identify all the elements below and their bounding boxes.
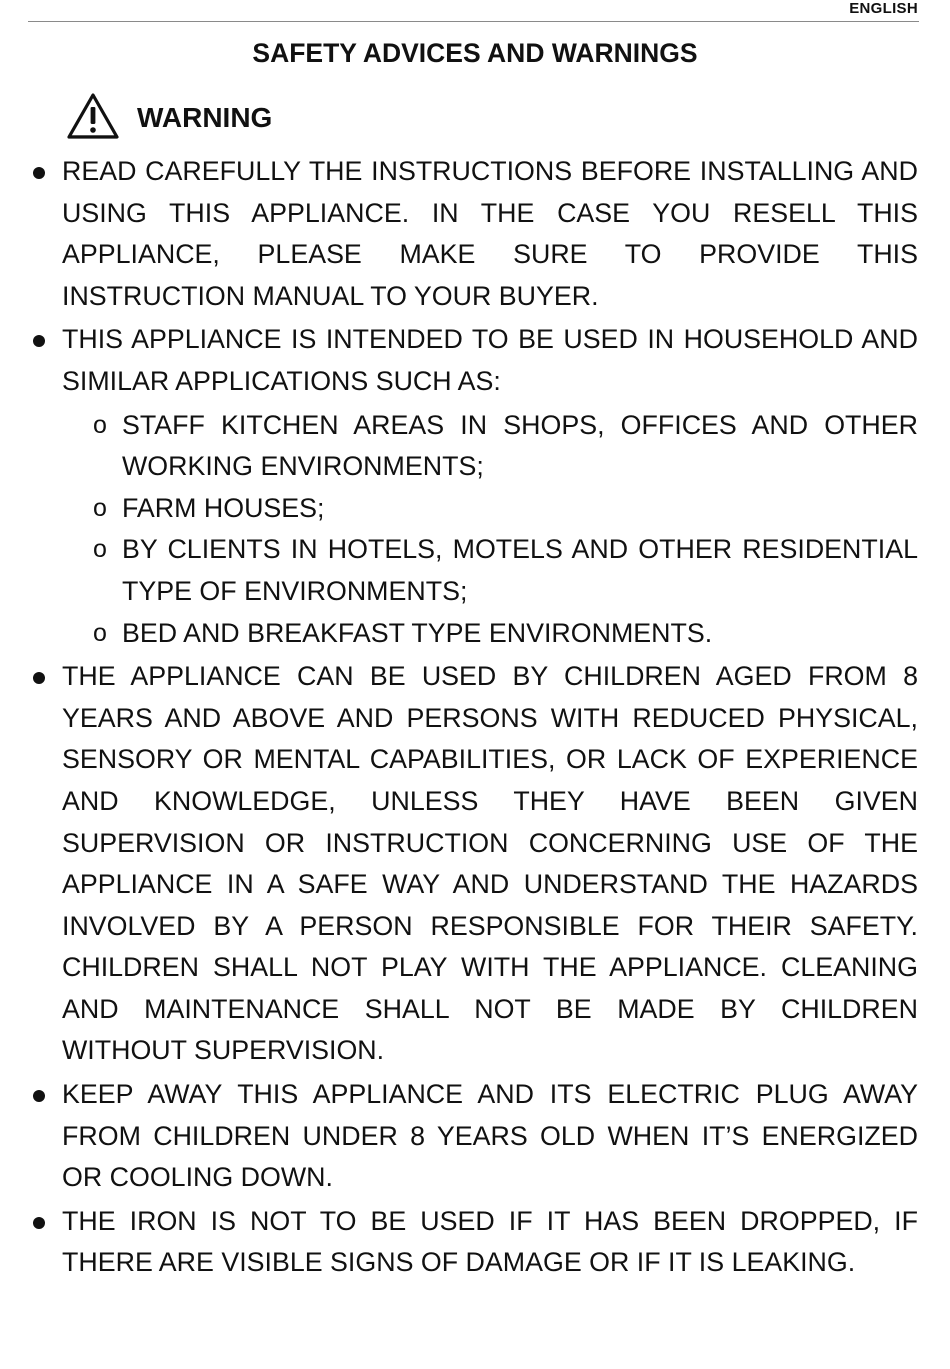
warning-item-read-instructions: READ CAREFULLY THE INSTRUCTIONS BEFORE INSTALLING AND USING THIS APPLIANCE. IN THE CASE YOU RESELL THIS APPLIANCE, PLEASE MAKE SURE TO PROVIDE THIS INSTRUCTION MANUAL TO YOUR BUYER. [0,151,950,317]
warning-item-children: THE APPLIANCE CAN BE USED BY CHILDREN AGED FROM 8 YEARS AND ABOVE AND PERSONS WITH REDUCED PHYSICAL, SENSORY OR MENTAL CAPABILITIES, OR LACK OF EXPERIENCE AND KNOWLEDGE, UNLESS THEY HAVE BEEN GIVEN SUPERVISION OR INSTRUCTION CONCERNING USE OF THE APPLIANCE IN A SAFE WAY AND UNDERSTAND THE HAZARDS INVOLVED BY A PERSON RESPONSIBLE FOR THEIR SAFETY. CHILDREN SHALL NOT PLAY WITH THE APPLIANCE. CLEANING AND MAINTENANCE SHALL NOT BE MADE BY CHILDREN WITHOUT SUPERVISION. [0,656,950,1072]
sub-item-bed-breakfast: o BED AND BREAKFAST TYPE ENVIRONMENTS. [122,613,950,655]
warning-item-dropped: THE IRON IS NOT TO BE USED IF IT HAS BEEN DROPPED, IF THERE ARE VISIBLE SIGNS OF DAMAGE OR IF IT IS LEAKING. [0,1201,950,1284]
sub-item-staff-kitchen: o STAFF KITCHEN AREAS IN SHOPS, OFFICES AND OTHER WORKING ENVIRONMENTS; [122,405,950,488]
language-label: ENGLISH [849,0,918,17]
page-title: SAFETY ADVICES AND WARNINGS [252,38,698,68]
sub-item-hotels: o BY CLIENTS IN HOTELS, MOTELS AND OTHER RESIDENTIAL TYPE OF ENVIRONMENTS; [122,529,950,612]
warning-triangle-icon [66,92,120,140]
intended-use-sublist [0,405,950,655]
warning-label: WARNING [137,102,273,133]
warning-heading [66,91,272,141]
warnings-list [0,151,950,1286]
sub-item-farm-houses: o FARM HOUSES; [122,488,950,530]
warning-item-keep-away: KEEP AWAY THIS APPLIANCE AND ITS ELECTRIC PLUG AWAY FROM CHILDREN UNDER 8 YEARS OLD WHEN IT’S ENERGIZED OR COOLING DOWN. [0,1074,950,1199]
header-divider [28,21,919,22]
warning-item-intended-use: THIS APPLIANCE IS INTENDED TO BE USED IN HOUSEHOLD AND SIMILAR APPLICATIONS SUCH AS: [0,319,950,402]
